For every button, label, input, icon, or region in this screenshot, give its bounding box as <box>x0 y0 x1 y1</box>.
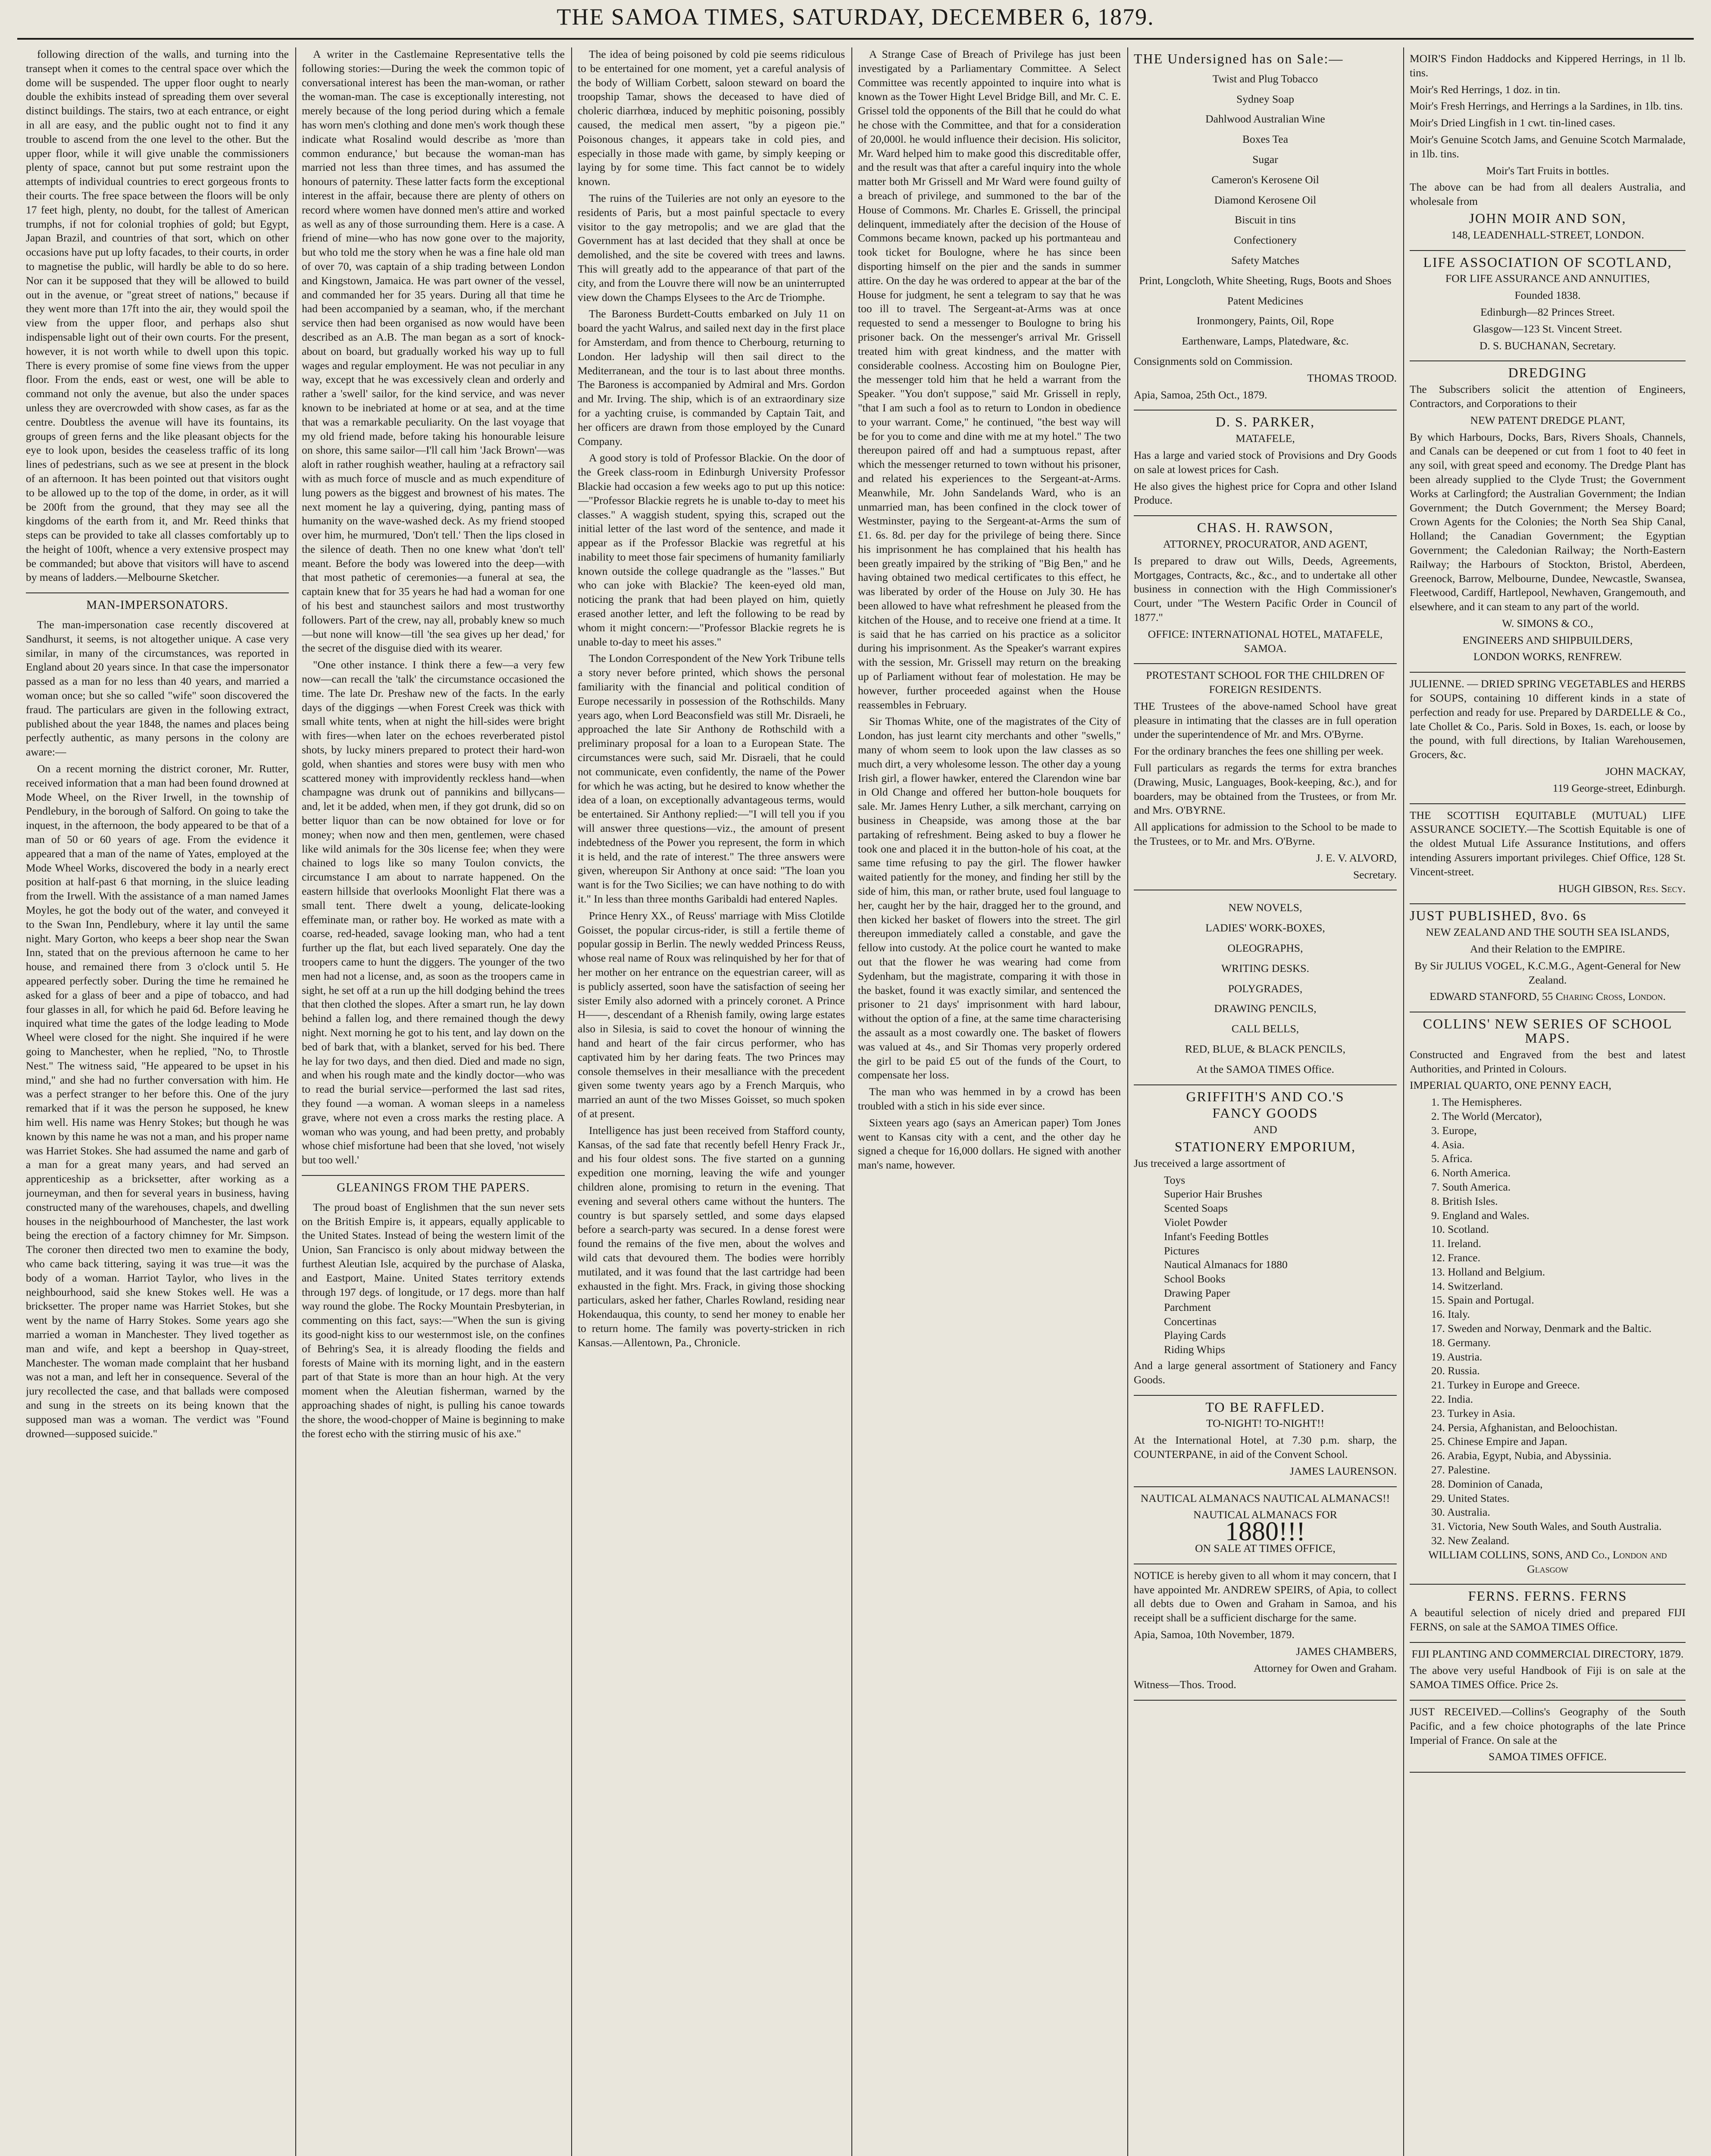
ad-text: A beautiful selection of nicely dried and prepared FIJI FERNS, on sale at the SAMOA TIMES Office. <box>1410 1606 1686 1633</box>
article-paragraph: The ruins of the Tuileries are not only an eyesore to the residents of Paris, but a most painful spectacle to every visitor to the gay metropolis; and we are glad that the Government has at last decided that they shall at once be demolished, and the site be covered with trees and lawns. This will greatly add to the appearance of that part of the city, and from the Louvre there will now be an uninterrupted view down the Champs Elysees to the Arc de Triomphe. <box>578 191 845 304</box>
column-3 <box>578 47 845 2156</box>
map-item: 10. Scotland. <box>1431 1223 1489 1236</box>
goods-item: Diamond Kerosene Oil <box>1214 193 1317 206</box>
ad-heading: CHAS. H. RAWSON, <box>1197 520 1334 536</box>
article-paragraph: The man who was hemmed in by a crowd has been troubled with a stich in his side ever since. <box>858 1085 1121 1112</box>
ad-heading: FIJI PLANTING AND COMMERCIAL DIRECTORY, 1879. <box>1411 1647 1684 1660</box>
ad-heading: D. S. PARKER, <box>1215 414 1315 430</box>
ad-date: Apia, Samoa, 10th November, 1879. <box>1134 1628 1295 1641</box>
ad-vogel-book <box>1410 904 1686 1012</box>
goods-item: Playing Cards <box>1164 1329 1226 1342</box>
ad-signature-role: Secretary. <box>1353 868 1397 881</box>
ad-almanac <box>1134 1487 1397 1564</box>
ad-office: SAMOA TIMES OFFICE. <box>1489 1750 1607 1763</box>
ad-witness: Witness—Thos. Trood. <box>1134 1678 1236 1691</box>
ad-novels <box>1134 890 1397 1085</box>
article-paragraph: Sir Thomas White, one of the magistrates of the City of London, has just learnt city merchants and other "swells," many of whom seem to look upon the law classes as so much dirt, a very wholesome lesson. The other day a young Irish girl, a flower hawker, entered the Clarendon wine bar in Old Change and offered her button-hole bouquets for sale. Mr. James Henry Luther, a silk merchant, carrying on business in Cheapside, was among those at the bar partaking of refreshment. Being asked to buy a flower he took one and placed it in the button-hole of his coat, at the same time refusing to pay the girl. The flower hawker waited patiently for the money, and finding her still by the side of him, this man, or rather brute, used foul language to her, caught her by the hair, dragged her to the ground, and then kicked her basket of flowers into the street. The girl thereupon immediately called a constable, and gave the fellow into custody. At the police court he wanted to make out that the flower he was wearing had come from Sydenham, but the magistrate, comparing it with those in the basket, found it was exactly similar, and sentenced the prisoner to 21 days' imprisonment with hard labour, without the option of a fine, at the same time characterising the assault as a most cowardly one. The basket of flowers was valued at 4s., and Sir Thomas very properly ordered the girl to be paid £5 out of the funds of the Court, to compensate her loss. <box>858 715 1121 1081</box>
ad-signature-role: Attorney for Owen and Graham. <box>1253 1661 1397 1674</box>
map-item: 16. Italy. <box>1431 1308 1470 1321</box>
ad-signature: HUGH GIBSON, Res. Secy. <box>1558 882 1686 895</box>
ad-text: JULIENNE. — DRIED SPRING VEGETABLES and HERBS for SOUPS, containing 10 different kinds in a state of perfection and ready for use. Prepared by DARDELLE & Co., late Chollet & Co., Paris. Sold in Boxes, 1s. each, or loose by the pound, with full directions, by Italian Warehousemen, Grocers, &c. <box>1410 677 1686 761</box>
map-item: 27. Palestine. <box>1431 1463 1490 1476</box>
article-heading: MAN-IMPERSONATORS. <box>26 592 289 613</box>
ad-text: Founded 1838. <box>1514 289 1581 302</box>
article-paragraph: Sixteen years ago (says an American paper) Tom Jones went to Kansas city with a cent, and the other day he signed a cheque for 16,000 dollars. He signed with another man's name, however. <box>858 1116 1121 1172</box>
ad-address: LONDON WORKS, RENFREW. <box>1473 650 1622 663</box>
map-item: 15. Spain and Portugal. <box>1431 1294 1534 1307</box>
ad-text: By which Harbours, Docks, Bars, Rivers Shoals, Channels, and Canals can be deepened or cut from 1 foot to 40 feet in any soil, with great speed and economy. The Dredge Plant has been already supplied to the Clyde Trust; the Government Works at Carlingford; the Australian Government; the Indian Government; the Dutch Government; the Mersey Board; Crown Agents for the Colonies; the North Sea Ship Canal, Holland; the Canadian Government; the Egyptian Government; the Caledonian Railway; the North-Eastern Railway; the Harbours of Stockton, Bristol, Aberdeen, Greenock, Barrow, Melbourne, Dundee, Newcastle, Swansea, Fleetwood, Cardiff, Hartlepool, Newhaven, Grangemouth, and elsewhere, and it can steam to any part of the world. <box>1410 430 1686 613</box>
ad-text: The Subscribers solicit the attention of Engineers, Contractors, and Corporations to their <box>1410 383 1686 410</box>
ad-fiji-directory <box>1410 1643 1686 1701</box>
goods-item: Nautical Almanacs for 1880 <box>1164 1258 1288 1271</box>
column-divider <box>295 47 296 2156</box>
ad-trood <box>1134 47 1397 411</box>
ad-life-association <box>1410 251 1686 362</box>
goods-item: Ironmongery, Paints, Oil, Rope <box>1196 314 1334 327</box>
ad-signature: W. SIMONS & CO., <box>1502 617 1593 630</box>
article-paragraph: On a recent morning the district coroner, Mr. Rutter, received information that a man had been found drowned at Mode Wheel, on the River Irwell, in the township of Pendlebury, in the borough of Salford. On going to take the inquest, in the afternoon, the body appeared to be that of a man of 50 or 60 years of age. From the evidence it appeared that a man of the name of Yates, employed at the Mode Wheel Works, discovered the body in a nearly erect position at half-past 6 that morning, in the sluice leading from the Irwell. With the assistance of a man named James Moyles, he got the body out of the water, and conveyed it to the Swan Inn, Pendlebury, where it lay until the same night. Mary Gorton, who keeps a beer shop near the Swan Inn, stated that on the previous afternoon he came to her house, and remained there from 3 o'clock until 5. He appeared perfectly sober. During the time he remained he asked for a glass of beer and a pipe of tobacco, and had four glasses in all, for which he paid 6d. Before leaving he inquired what time the gates of the lodge leading to Mode Wheel were closed for the night. She inquired if he were going to Manchester, when he replied, "No, to Throstle Nest." The witness said, "He appeared to be upset in his mind," and she had no further conversation with him. He was a perfect stranger to her before this. One of the jury remarked that if it was the person he supposed, he knew him well. His name was Henry Stokes; but though he was known by this name he was not a man, and his proper name was Harriet Stokes. She had assumed the name and garb of a man for a great many years, and had served an apprenticeship as a bricksetter, after working as a journeyman, and then for several years in business, having constructed many of the warehouses, chapels, and dwelling houses in the neighbourhood of Manchester, the last work being the erection of a factory chimney for Mr. Simpson. The coroner then directed two men to examine the body, who came back tittering, saying it was true—it was the body of a woman. Harriot Taylor, who lives in the neighbourhood, said she knew Stokes well. He was a bricksetter. The proper name was Harriet Stokes, but she went by the name of Harry Stokes. Some years ago she married a woman in Manchester. They lived together as man and wife, and kept a beershop in Quay-street, Manchester. The woman made complaint that her husband was not a man, and left her in consequence. Several of the jury recollected the case, and that ballads were composed and sung in the streets on its being known that the supposed man was a woman. The verdict was "Found drowned—supposed suicide." <box>26 762 289 1440</box>
map-item: 21. Turkey in Europe and Greece. <box>1431 1379 1580 1391</box>
ad-notice <box>1134 1564 1397 1701</box>
map-item: 14. Switzerland. <box>1431 1279 1503 1292</box>
goods-item: Parchment <box>1164 1300 1211 1313</box>
ad-date: Apia, Samoa, 25th Oct., 1879. <box>1134 388 1267 401</box>
column-divider <box>1127 47 1128 2156</box>
ad-griffith <box>1134 1085 1397 1396</box>
article-paragraph: The man-impersonation case recently discovered at Sandhurst, it seems, is not altogether unique. A case very similar, in many of the circumstances, was reported in England about 20 years since. In that case the impersonator passed as a man for no less than 40 years, and married a woman once; but she so called "wife" soon discovered the fraud. The particulars are given in the following extract, published about the year 1848, the names and places being perfectly authentic, as many persons in the colony are aware:— <box>26 618 289 758</box>
ad-ferns <box>1410 1585 1686 1642</box>
ad-text: Full particulars as regards the terms for extra branches (Drawing, Music, Languages, Book-keeping, &c.), and for boarders, may be obtained from the Trustees, or from Mr. and Mrs. O'BYRNE. <box>1134 761 1397 817</box>
map-item: 23. Turkey in Asia. <box>1431 1407 1515 1420</box>
ad-text: And a large general assortment of Stationery and Fancy Goods. <box>1134 1359 1397 1386</box>
goods-item: Twist and Plug Tobacco <box>1212 72 1318 85</box>
ad-text: The above very useful Handbook of Fiji is on sale at the SAMOA TIMES Office. Price 2s. <box>1410 1664 1686 1691</box>
map-item: 1. The Hemispheres. <box>1431 1096 1522 1109</box>
article-paragraph: A writer in the Castlemaine Representative tells the following stories:—During the week the common topic of conversational interest has been the man-woman, or rather the woman-man. The case is exceptionally interesting, not merely because of the long period during which a female has worn men's clothing and done men's work though these indicate what Rosalind would describe as 'more than common endurance,' but because the woman-man has married not less than three times, and has assumed the honours of paternity. These latter facts form the exceptional interest in the affair, because there are plenty of others on record where women have donned men's attire and worked as well as any of those surrounding them. Here is a case. A friend of mine—who has now gone over to the majority, but who told me the story when he was a fine hale old man of over 70, was captain of a ship trading between London and Kingstown, Jamaica. He was part owner of the vessel, and commanded her for 35 years. During all that time he had been accompanied by a seaman, who, if the merchant service then had been organised as now would have been described as an A.B. The man began as a sort of knock-about on board, but gradually worked his way up to full wages and regular employment. He was not peculiar in any way, except that he was excessively clean and orderly and rather a 'swell' sailor, for the kind service, and was never known to be inebriated at home or at sea, and at the time that was a remarkable peculiarity. On the last voyage that my old friend made, before taking his honourable leisure on shore, this same sailor—I'll call him 'Jack Brown'—was aloft in rather roughish weather, hauling at a refractory sail with as much force of muscle and as much expenditure of lung powers as the biggest and brownest of his mates. The next moment he lay a quivering, dying, panting mass of humanity on the wave-washed deck. As my friend stooped over him, he murmured, 'Don't tell.' Then the lips closed in the silence of death. Then no one knew what 'don't tell' meant. Before the body was lowered into the deep—with that most pathetic of ceremonies—a funeral at sea, the captain knew that for 35 years he had had a woman for one of his best and staunchest sailors and most trustworthy followers. Part of the crew, nay all, probably knew so much—but none will know—till 'the sea gives up her dead,' for the secret of the disguise died with its wearer. <box>302 48 565 655</box>
ad-address: Glasgow—123 St. Vincent Street. <box>1473 322 1622 335</box>
ad-text: Consignments sold on Commission. <box>1134 354 1293 367</box>
article-paragraph: The Baroness Burdett-Coutts embarked on July 11 on board the yacht Walrus, and sailed next day in the first place for Amsterdam, and from thence to Cherbourg, returning to London. Her ladyship will then sail direct to the Mediterranean, and the tour is to last about three months. The Baroness is accompanied by Admiral and Mrs. Gordon and Mr. Irving. The ship, which is of an extraordinary size for a yachting cruise, is commanded by Captain Tait, and her officers are drawn from those employed by the Cunard Company. <box>578 307 845 448</box>
map-item: 12. France. <box>1431 1251 1481 1264</box>
ad-collins-maps <box>1410 1012 1686 1585</box>
ad-heading: TO BE RAFFLED. <box>1205 1399 1325 1415</box>
column-divider <box>851 47 852 2156</box>
column-2 <box>302 47 565 2156</box>
ad-subheading: IMPERIAL QUARTO, ONE PENNY EACH, <box>1410 1079 1611 1092</box>
column-4 <box>858 47 1121 2156</box>
goods-item: Biscuit in tins <box>1235 213 1296 226</box>
ad-heading: DREDGING <box>1508 365 1587 381</box>
ad-text: Moir's Red Herrings, 1 doz. in tin. <box>1410 83 1561 96</box>
ad-text: For the ordinary branches the fees one shilling per week. <box>1134 745 1384 758</box>
ad-signature: JOHN MACKAY, <box>1605 765 1686 778</box>
goods-item: Earthenware, Lamps, Platedware, &c. <box>1182 335 1349 348</box>
ad-scottish-equitable <box>1410 804 1686 905</box>
ad-text: MOIR'S Findon Haddocks and Kippered Herrings, in 1l lb. tins. <box>1410 52 1686 79</box>
map-item: 8. British Isles. <box>1431 1194 1498 1207</box>
ad-signature: D. S. BUCHANAN, Secretary. <box>1479 339 1616 352</box>
ad-heading: PROTESTANT SCHOOL FOR THE CHILDREN OF FOREIGN RESIDENTS. <box>1146 669 1385 696</box>
ad-signature: THOMAS TROOD. <box>1307 371 1397 384</box>
ad-subheading: ENGINEERS AND SHIPBUILDERS, <box>1462 633 1633 646</box>
goods-item: RED, BLUE, & BLACK PENCILS, <box>1185 1043 1345 1056</box>
ad-geography <box>1410 1701 1686 1773</box>
ad-text: THE Trustees of the above-named School have great pleasure in intimating that the classes are in full operation under the superintendence of Mr. and Mrs. O'Byrne. <box>1134 699 1397 741</box>
ad-rawson <box>1134 516 1397 664</box>
ad-signature: JAMES LAURENSON. <box>1290 1464 1397 1477</box>
column-1 <box>26 47 289 2156</box>
goods-item: Boxes Tea <box>1242 133 1289 146</box>
article-paragraph: "One other instance. I think there a few—a very few now—can recall the 'talk' the circumstance occasioned the time. The late Dr. Preshaw new of the facts. In the early days of the diggings —when Forest Creek was thick with small white tents, when at night the hill-sides were bright with fires—when later on the echoes reverberated pistol shots, by lucky miners prepared to protect their hard-won gold, when shanties and stores were busy with men who scattered money with improvidently reckless hand—when champagne was drunk out of pannikins and billycans—and, let it be added, when men, if they got drunk, did so on better liquor than can be now obtained for love or for money; when now and then men, gentlemen, were chased like wild animals for the 30s license fee; when they were chained to logs like so many Toulon convicts, the circumstance I am about to narrate happened. On the eastern hillside that overlooks Moonlight Flat there was a small tent. There dwelt a young, delicate-looking effeminate man, or rather boy. He worked as mate with a coarse, red-headed, savage looking man, who had a tent further up the flat, but each lived separately. One day the troopers came to hunt the diggers. The younger of the two men had not a license, and, as soon as the troopers came in sight, he set off at a run up the hill dodging behind the trees that then clothed the slopes. After a smart run, he lay down behind a fallen log, and there remained though the dewy night. Next morning he got to his tent, and lay down on the bed of bark that, with a blanket, served for his bed. There he lay for two days, and then died. Died and made no sign, and when his rough mate and the kindly doctor—who was to read the burial service—performed the last sad rites, they found —a woman. A woman sleeps in a nameless grave, where not even a cross marks the resting place. A woman who was young, and had been pretty, and probably whose chief misfortune had been that she loved, 'not wisely but too well.' <box>302 658 565 1166</box>
map-item: 31. Victoria, New South Wales, and South Australia. <box>1431 1520 1662 1533</box>
ad-subheading: AND <box>1253 1123 1277 1136</box>
map-item: 26. Arabia, Egypt, Nubia, and Abyssinia. <box>1431 1449 1611 1462</box>
goods-item: Toys <box>1164 1173 1186 1186</box>
goods-item: Patent Medicines <box>1227 294 1304 307</box>
goods-item: Concertinas <box>1164 1315 1217 1328</box>
ad-text: Moir's Dried Lingfish in 1 cwt. tin-lined cases. <box>1410 116 1615 129</box>
map-item: 3. Europe, <box>1431 1124 1477 1137</box>
goods-item: Sydney Soap <box>1236 92 1294 105</box>
map-item: 5. Africa. <box>1431 1152 1473 1165</box>
map-item: 11. Ireland. <box>1431 1237 1481 1250</box>
map-item: 17. Sweden and Norway, Denmark and the Baltic. <box>1431 1322 1652 1335</box>
ad-heading: GRIFFITH'S AND CO.'S <box>1186 1088 1345 1104</box>
article-paragraph: The proud boast of Englishmen that the sun never sets on the British Empire is, it appears, equally applicable to the United States. Instead of being the western limit of the Union, San Francisco is only about midway between the furthest Aleutian Isle, acquired by the purchase of Alaska, and Eastport, Maine. United States territory extends through 197 degs. of longitude, or 17 degs. more than half way round the globe. The Rocky Mountain Presbyterian, in commenting on this fact, says:—"When the sun is giving its good-night kiss to our westernmost isle, on the confines of Behring's Sea, it is already flooding the fields and forests of Maine with its morning light, and in the eastern part of that State is more than an hour high. At the very moment when the Aleutian fisherman, warned by the approaching shades of night, is pulling his canoe towards the shore, the wood-chopper of Maine is beginning to make the forest echo with the stirring music of his axe." <box>302 1200 565 1440</box>
map-item: 32. New Zealand. <box>1431 1534 1510 1547</box>
ad-heading: LIFE ASSOCIATION OF SCOTLAND, <box>1423 254 1672 270</box>
map-item: 13. Holland and Belgium. <box>1431 1265 1545 1278</box>
ad-subheading: ATTORNEY, PROCURATOR, AND AGENT, <box>1163 537 1368 550</box>
ad-year: 1880!!! <box>1225 1517 1305 1547</box>
ad-text: Has a large and varied stock of Provisions and Dry Goods on sale at lowest prices for Cash. <box>1134 448 1397 476</box>
article-paragraph: A good story is told of Professor Blackie. On the door of the Greek class-room in Edinburgh University Professor Blackie had occasion a few weeks ago to put up this notice:—"Professor Blackie regrets he is unable to-day to meet his classes." A waggish student, spying this, scraped out the initial letter of the last word of the sentence, and made it appear as if the Professor Blackie was regretful at his inability to meet those fair specimens of humanity familiarly known outside the college quadrangle as the "lasses." But who can joke with Blackie? The keen-eyed old man, noticing the prank that had been played on him, quietly erased another letter, and left the following to be read by whom it might concern:—"Professor Blackie regrets he is unable to-day to meet his asses." <box>578 451 845 648</box>
map-item: 24. Persia, Afghanistan, and Beloochistan. <box>1431 1421 1618 1434</box>
ad-text: And their Relation to the EMPIRE. <box>1470 943 1625 956</box>
ad-text: At the International Hotel, at 7.30 p.m. sharp, the COUNTERPANE, in aid of the Convent School. <box>1134 1434 1397 1460</box>
map-item: 9. England and Wales. <box>1431 1209 1530 1222</box>
ad-text: At the SAMOA TIMES Office. <box>1196 1062 1334 1075</box>
ad-text: All applications for admission to the School to be made to the Trustees, or to Mr. and Mrs. O'Byrne. <box>1134 821 1397 848</box>
goods-item: Superior Hair Brushes <box>1164 1188 1263 1200</box>
ad-dredging <box>1410 361 1686 673</box>
article-heading: GLEANINGS FROM THE PAPERS. <box>302 1175 565 1195</box>
ad-subheading: FOR LIFE ASSURANCE AND ANNUITIES, <box>1445 272 1650 285</box>
map-item: 4. Asia. <box>1431 1138 1465 1151</box>
ad-school <box>1134 664 1397 890</box>
goods-item: CALL BELLS, <box>1231 1022 1299 1035</box>
goods-item: Infant's Feeding Bottles <box>1164 1230 1269 1243</box>
goods-list <box>1134 901 1397 1056</box>
article-paragraph: The idea of being poisoned by cold pie seems ridiculous to be entertained for one moment, yet a careful analysis of the body of William Corbett, saloon steward on board the troopship Tamar, shows the deceased to have died of choleric diarrhœa, induced by mephitic poisoning, possibly caused, the medical men assert, "by a pigeon pie." Poisonous changes, it appears take in cold pies, and especially in those made with game, by simply keeping or laying by for some time. This fact cannot be to widely known. <box>578 48 845 188</box>
map-item: 29. United States. <box>1431 1492 1510 1504</box>
ad-heading: THE Undersigned has on Sale:— <box>1134 51 1344 66</box>
goods-item: Scented Soaps <box>1164 1202 1228 1215</box>
goods-list <box>1134 72 1397 348</box>
ad-text: JUST RECEIVED.—Collins's Geography of the South Pacific, and a few choice photographs of the late Prince Imperial of France. On sale at the <box>1410 1705 1686 1746</box>
map-item: 2. The World (Mercator), <box>1431 1110 1542 1122</box>
goods-item: POLYGRADES, <box>1228 982 1303 995</box>
ad-text: Jus treceived a large assortment of <box>1134 1156 1286 1169</box>
article-paragraph: The London Correspondent of the New York Tribune tells a story never before printed, which shows the personal familiarity with the financial and political condition of Europe necessarily in possession of the Rothschilds. Many years ago, when Lord Beaconsfield was still Mr. Disraeli, he approached the late Sir Anthony de Rothschild with a preliminary proposal for a loan to a European State. The circumstances were such, said Mr. Disraeli, that he could not communicate, even confidently, the name of the Power for which he was acting, but he desired to know whether the idea of a loan, on exceptionally advantageous terms, would be entertained. Sir Anthony replied:—"I will tell you if you will answer three questions—viz., the amount of present indebtedness of the Power you represent, the form in which it is held, and the rate of interest." The three answers were given, whereupon Sir Anthony at once said: "The loan you want is for the Two Sicilies; we can have nothing to do with it." In less than three months Garibaldi had entered Naples. <box>578 652 845 906</box>
map-item: 30. Australia. <box>1431 1506 1490 1519</box>
ad-address: Edinburgh—82 Princes Street. <box>1480 305 1615 318</box>
ad-text: The above can be had from all dealers Australia, and wholesale from <box>1410 181 1686 208</box>
ad-text: Moir's Fresh Herrings, and Herrings a la Sardines, in 1lb. tins. <box>1410 100 1683 113</box>
map-item: 25. Chinese Empire and Japan. <box>1431 1435 1567 1448</box>
ad-julienne <box>1410 673 1686 804</box>
goods-item: LADIES' WORK-BOXES, <box>1205 921 1325 934</box>
column-divider <box>571 47 572 2156</box>
ad-text: Moir's Genuine Scotch Jams, and Genuine Scotch Marmalade, in 1lb. tins. <box>1410 133 1686 160</box>
goods-item: NEW NOVELS, <box>1228 901 1302 914</box>
ad-signature: JAMES CHAMBERS, <box>1296 1645 1397 1658</box>
ad-raffle <box>1134 1396 1397 1487</box>
map-item: 20. Russia. <box>1431 1364 1480 1377</box>
goods-item: OLEOGRAPHS, <box>1227 942 1303 955</box>
ad-subheading: NAUTICAL ALMANACS FOR <box>1193 1508 1337 1521</box>
ad-heading: COLLINS' NEW SERIES OF SCHOOL MAPS. <box>1423 1016 1673 1046</box>
goods-item: Dahlwood Australian Wine <box>1205 113 1325 125</box>
map-item: 19. Austria. <box>1431 1350 1483 1363</box>
article-paragraph: following direction of the walls, and turning into the transept when it comes to the central space over which the dome will be suspended. The upper floor ought to nearly double the exhibits instead of spreading them over several distinct buildings. The stairs, two at each entrance, or eight in all are easy, and the public ought not to find it any trouble to ascend from the one level to the other. But the upper floor, while it will give unable the commissioners plenty of space, cannot but put some restraint upon the attempts of individual countries to erect gorgeous fronts to their courts. The free space between the floors will be only 17 feet high, plenty, no doubt, for the tallest of American trumphs, if not for colonial trophies of gold; but Egypt, Japan Brazil, and countries of that sort, which on other occasions have put up lofty facades, to their courts, in order to magnetise the public, will hardly be able to do so here. Nor can it be supposed that they will be allowed to build out in the avenue, or "great street of nations," because if they went more than 17ft into the air, they would spoil the view from the upper floor, and perhaps also shut indispensable light out of their own courts. For the present, however, it is not worth while to dwell upon this topic. There is every promise of some fine views from the upper floor. From the ends, east or west, one will be able to command not only the avenue, but also the under spaces unless they are overcrowded with show cases, as far as the centre. Doubtless the avenue will have its fountains, its groups of green ferns and the like pleasant objects for the eye to look upon, besides the ceaseless traffic of its long lines of pedestrians, such as we see at present in the block of an afternoon. It has been pointed out that visitors ought to be allowed up to the top of the dome, in order, as it will be 200ft from the ground, that they may see all the kingdoms of the earth from it, and Mr. Reed thinks that steps can be provided to take all classes comfortably up to the height of 100ft, whence a very extensive prospect may be commanded; but above that visitors will have to ascend by means of ladders.—Melbourne Sketcher. <box>26 48 289 584</box>
ad-moir <box>1410 47 1686 251</box>
ad-address: 148, LEADENHALL-STREET, LONDON. <box>1451 228 1644 241</box>
map-item: 28. Dominion of Canada, <box>1431 1477 1543 1490</box>
goods-list <box>1134 1173 1397 1357</box>
article-paragraph: Intelligence has just been received from Stafford county, Kansas, of the sad fate that recently befell Henry Frack Jr., and his four oldest sons. The five started on a gunning expedition one morning, leaving the wife and younger children alone, promising to return in the evening. That evening and several others came without the hunters. The country is but sparsely settled, and some days elapsed before a search-party was secured. In a dense forest were found the remains of the five men, about the wolves and wild cats that devoured them. The bodies were horribly mutilated, and it was found that the last cartridge had been exhausted in the fight. Mrs. Frack, in giving those shocking particulars, asked her father, Charles Rowland, residing near Hokendauqua, this county, to send her money to enable her to return home. The family was poverty-stricken in rich Kansas.—Allentown, Pa., Chronicle. <box>578 1124 845 1349</box>
ad-text: He also gives the highest price for Copra and other Island Produce. <box>1134 479 1397 507</box>
ad-text: Moir's Tart Fruits in bottles. <box>1486 164 1609 177</box>
ad-signature: J. E. V. ALVORD, <box>1316 851 1397 864</box>
ad-text: Constructed and Engraved from the best and latest Authorities, and Printed in Colours. <box>1410 1048 1686 1075</box>
goods-item: Print, Longcloth, White Sheeting, Rugs, Boots and Shoes <box>1139 274 1392 287</box>
map-item: 22. India. <box>1431 1392 1473 1405</box>
ad-subheading: NEW PATENT DREDGE PLANT, <box>1470 414 1625 426</box>
ad-subheading: STATIONERY EMPORIUM, <box>1174 1139 1356 1155</box>
goods-item: Cameron's Kerosene Oil <box>1211 173 1319 186</box>
ad-publisher: WILLIAM COLLINS, SONS, AND Co., London and Glasgow <box>1428 1548 1667 1575</box>
ad-heading: NAUTICAL ALMANACS NAUTICAL ALMANACS!! <box>1140 1492 1390 1504</box>
ad-subheading: TO-NIGHT! TO-NIGHT!! <box>1206 1417 1325 1430</box>
article-paragraph: A Strange Case of Breach of Privilege has just been investigated by a Parliamentary Committee. A Select Committee was recently appointed to inquire into what is known as the Tower Hight Level Bridge Bill, and Mr. C. E. Grissel told the opponents of the Bill that he could do what he chose with the Committee, and that for a consideration of 20,000l. he would influence their decision. His solicitor, Mr. Ward helped him to make good this discreditable offer, and the result was that after a careful inquiry into the whole matter both Mr Grissell and Mr Ward were found guilty of a breach of privilege, and summoned to the bar of the House of Commons. Mr. Charles E. Grissell, the principal delinquent, immediately after the decision of the House of Commons became known, packed up his portmanteau and took ticket for Boulogne, where he has since been disporting himself on the pier and the sands in summer attire. On the day he was ordered to appear at the bar of the House for judgment, he sent a telegram to say that he was too ill to travel. The Sergeant-at-Arms was at once requested to send a messenger to Boulogne to bring his prisoner back. On the messenger's arrival Mr. Grissell treated him with great kindness, and the matter with considerable coolness. Accosting him on Boulogne Pier, the messenger told him that he held a warrant from the Speaker. "You don't suppose," said Mr. Grissell in reply, "that I am such a fool as to return to London in obedience to your warrant. Come," he continued, "the best way will be for you to come and dine with me at my hotel." The two thereupon paired off and had a sumptuous repast, after which the messenger returned to town without his prisoner, and related his experiences to the Sergeant-at-Arms. Meanwhile, Mr. John Sandelands Ward, who is an unmarried man, has been confined in the clock tower of Westminster, paying to the Sergeant-at-Arms the sum of £1. 6s. 8d. per day for the privilege of being there. Since his imprisonment he has complained that his health has been greatly impaired by the striking of "Big Ben," and he having obtained two medical certificates to this effect, he was liberated by order of the House on July 30. He has been allowed to have what refreshment he pleased from the kitchen of the House, and to receive one friend at a time. It is said that he has carried on his practice as a solicitor during his imprisonment. As the Speaker's warrant expires with the session, Mr. Grissell may return on the breaking up of Parliament without fear of molestation. He may be however, further proceeded against when the House reassembles in February. <box>858 48 1121 711</box>
goods-item: School Books <box>1164 1272 1226 1285</box>
map-list <box>1410 1095 1686 1548</box>
goods-item: Sugar <box>1252 153 1278 166</box>
goods-item: Drawing Paper <box>1164 1286 1230 1299</box>
article-paragraph: Prince Henry XX., of Reuss' marriage with Miss Clotilde Goisset, the popular circus-rider, is still a fertile theme of popular gossip in Berlin. The newly wedded Princess Reuss, whose real name of Roux was relinquished by her for that of her mother on her entrance on the equestrian career, will as is publicly asserted, soon have the satisfaction of seeing her sister Emily also adorned with a princely coronet. A Prince H——, descendant of a Rhenish family, owing large estates also in Silesia, is said to covet the honour of winning the hand and heart of the fair circus performer, who has captivated him by her daring feats. The two Princes may console themselves in their mesalliance with the precedent given some twenty years ago by a French Marquis, who married an aunt of the two Misses Goisset, so much spoken of at present. <box>578 909 845 1120</box>
goods-item: Riding Whips <box>1164 1343 1225 1356</box>
ad-text: NOTICE is hereby given to all whom it may concern, that I have appointed Mr. ANDREW SPEIRS, of Apia, to collect all debts due to Owen and Graham in Samoa, and his receipt shall be a sufficient discharge for the same. <box>1134 1569 1397 1624</box>
ad-office: OFFICE: INTERNATIONAL HOTEL, MATAFELE, SAMOA. <box>1148 627 1383 655</box>
goods-item: Violet Powder <box>1164 1216 1227 1228</box>
goods-item: Confectionery <box>1234 234 1297 247</box>
ad-subheading: FANCY GOODS <box>1212 1105 1318 1121</box>
column-6 <box>1410 47 1686 2156</box>
ad-parker <box>1134 411 1397 516</box>
goods-item: Safety Matches <box>1231 254 1299 266</box>
masthead: THE SAMOA TIMES, SATURDAY, DECEMBER 6, 1879. <box>17 3 1694 40</box>
goods-item: WRITING DESKS. <box>1221 962 1309 975</box>
column-5 <box>1134 47 1397 2156</box>
map-item: 7. South America. <box>1431 1180 1511 1193</box>
map-item: 18. Germany. <box>1431 1336 1491 1349</box>
map-item: 6. North America. <box>1431 1166 1511 1179</box>
goods-item: DRAWING PENCILS, <box>1214 1002 1317 1015</box>
column-divider <box>1403 47 1404 2156</box>
ad-subheading: NEW ZEALAND AND THE SOUTH SEA ISLANDS, <box>1426 926 1670 939</box>
ad-heading: FERNS. FERNS. FERNS <box>1468 1588 1627 1604</box>
ad-address: 119 George-street, Edinburgh. <box>1552 781 1686 794</box>
ad-text: THE SCOTTISH EQUITABLE (MUTUAL) LIFE ASSURANCE SOCIETY.—The Scottish Equitable is one of the oldest Mutual Life Assurance Institutions, and offers intending Assurers important privileges. Chief Office, 128 St. Vincent-street. <box>1410 808 1686 878</box>
ad-text: Is prepared to draw out Wills, Deeds, Agreements, Mortgages, Contracts, &c., &c., and to undertake all other business in connection with the High Commissioner's Court, under "The Western Pacific Order in Council of 1877." <box>1134 554 1397 624</box>
ad-subheading: ON SALE AT TIMES OFFICE, <box>1195 1542 1336 1554</box>
ad-signature: JOHN MOIR AND SON, <box>1469 210 1627 226</box>
ad-text: By Sir JULIUS VOGEL, K.C.M.G., Agent-General for New Zealand. <box>1414 959 1681 986</box>
ad-heading: JUST PUBLISHED, 8vo. 6s <box>1410 908 1587 924</box>
ad-subheading: MATAFELE, <box>1236 432 1295 445</box>
goods-item: Pictures <box>1164 1244 1200 1257</box>
ad-publisher: EDWARD STANFORD, 55 Charing Cross, London. <box>1429 990 1666 1003</box>
